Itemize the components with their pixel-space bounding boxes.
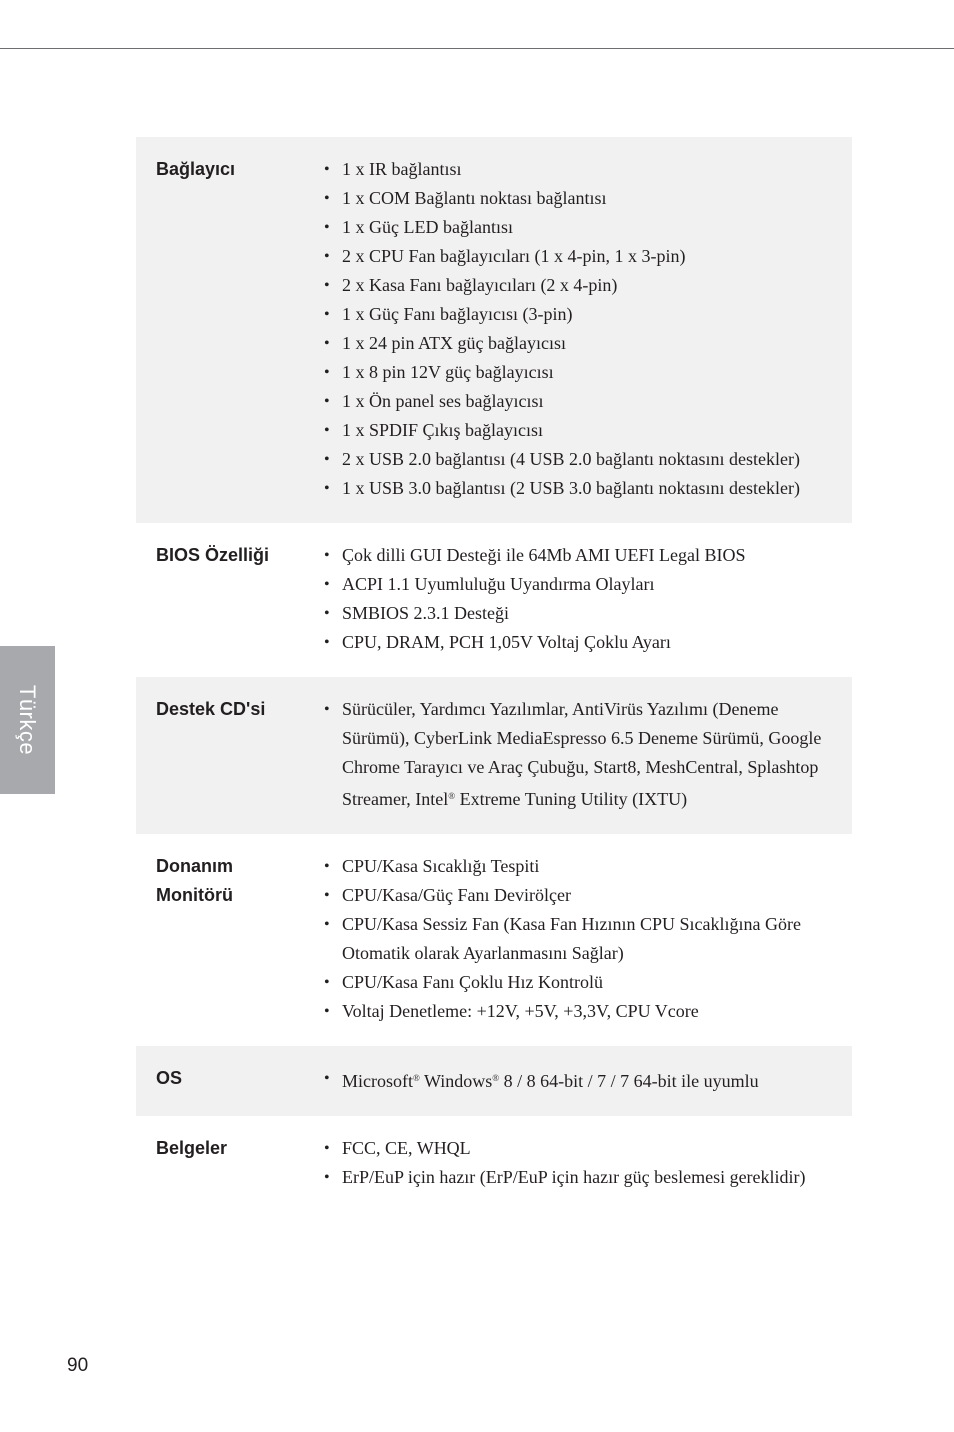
list-item: • CPU/Kasa Sessiz Fan (Kasa Fan Hızının CPU Sıcaklığına Göre Otomatik olarak Ayarlanmasını Sağlar)	[324, 910, 852, 968]
list-item: • CPU/Kasa Fanı Çoklu Hız Kontrolü	[324, 968, 852, 997]
list-item: • 2 x CPU Fan bağlayıcıları (1 x 4-pin, 1 x 3-pin)	[324, 242, 852, 271]
list-item: • SMBIOS 2.3.1 Desteği	[324, 599, 852, 628]
list-item: • ACPI 1.1 Uyumluluğu Uyandırma Olayları	[324, 570, 852, 599]
list-item: • 1 x Güç LED bağlantısı	[324, 213, 852, 242]
row-items	[324, 1134, 852, 1192]
side-tab-label: Türkçe	[15, 684, 41, 756]
list-item: • 1 x IR bağlantısı	[324, 155, 852, 184]
list-item: • 2 x Kasa Fanı bağlayıcıları (2 x 4-pin)	[324, 271, 852, 300]
spec-row-support-cd	[136, 677, 852, 834]
spec-row-bios	[136, 523, 852, 677]
list-item: • 1 x 24 pin ATX güç bağlayıcısı	[324, 329, 852, 358]
list-item: • 2 x USB 2.0 bağlantısı (4 USB 2.0 bağlantı noktasını destekler)	[324, 445, 852, 474]
page-number: 90	[67, 1355, 89, 1376]
list-item: • ErP/EuP için hazır (ErP/EuP için hazır güç beslemesi gereklidir)	[324, 1163, 852, 1192]
spec-row-certifications	[136, 1116, 852, 1212]
row-label: Bağlayıcı	[156, 159, 236, 179]
list-item: • FCC, CE, WHQL	[324, 1134, 852, 1163]
list-item: • Çok dilli GUI Desteği ile 64Mb AMI UEFI Legal BIOS	[324, 541, 852, 570]
row-label: OS	[156, 1068, 183, 1088]
row-label: Belgeler	[156, 1138, 228, 1158]
language-side-tab	[0, 646, 55, 794]
row-items	[324, 155, 852, 503]
registered-mark: ®	[413, 1073, 420, 1083]
list-item: • 1 x Ön panel ses bağlayıcısı	[324, 387, 852, 416]
spec-row-connectors	[136, 137, 852, 523]
list-item: • Voltaj Denetleme: +12V, +5V, +3,3V, CPU Vcore	[324, 997, 852, 1026]
row-label: Donanım Monitörü	[156, 856, 234, 905]
registered-mark: ®	[448, 791, 456, 801]
top-rule	[0, 48, 954, 49]
registered-mark: ®	[492, 1073, 500, 1083]
row-label: BIOS Özelliği	[156, 545, 270, 565]
list-item: • 1 x Güç Fanı bağlayıcısı (3-pin)	[324, 300, 852, 329]
list-item: • CPU/Kasa/Güç Fanı Devirölçer	[324, 881, 852, 910]
spec-row-os	[136, 1046, 852, 1116]
row-items	[324, 695, 852, 814]
row-items	[324, 541, 852, 657]
list-item: • Microsoft® Windows® 8 / 8 64-bit / 7 / 7 64-bit ile uyumlu	[324, 1064, 852, 1096]
row-items	[324, 852, 852, 1026]
list-item: • CPU, DRAM, PCH 1,05V Voltaj Çoklu Ayarı	[324, 628, 852, 657]
list-item: • CPU/Kasa Sıcaklığı Tespiti	[324, 852, 852, 881]
list-item: • 1 x USB 3.0 bağlantısı (2 USB 3.0 bağlantı noktasını destekler)	[324, 474, 852, 503]
spec-table	[136, 137, 852, 1212]
spec-row-hardware-monitor	[136, 834, 852, 1046]
row-label: Destek CD'si	[156, 699, 266, 719]
list-item: • 1 x COM Bağlantı noktası bağlantısı	[324, 184, 852, 213]
row-items	[324, 1064, 852, 1096]
list-item: • 1 x SPDIF Çıkış bağlayıcısı	[324, 416, 852, 445]
list-item: • 1 x 8 pin 12V güç bağlayıcısı	[324, 358, 852, 387]
list-item: • Sürücüler, Yardımcı Yazılımlar, AntiVirüs Yazılımı (Deneme Sürümü), CyberLink MediaEspresso 6.5 Deneme Sürümü, Google Chrome Tarayıcı ve Araç Çubuğu, Start8, MeshCentral, Splashtop Streamer, Intel® Extreme Tuning Utility (IXTU)	[324, 695, 852, 814]
